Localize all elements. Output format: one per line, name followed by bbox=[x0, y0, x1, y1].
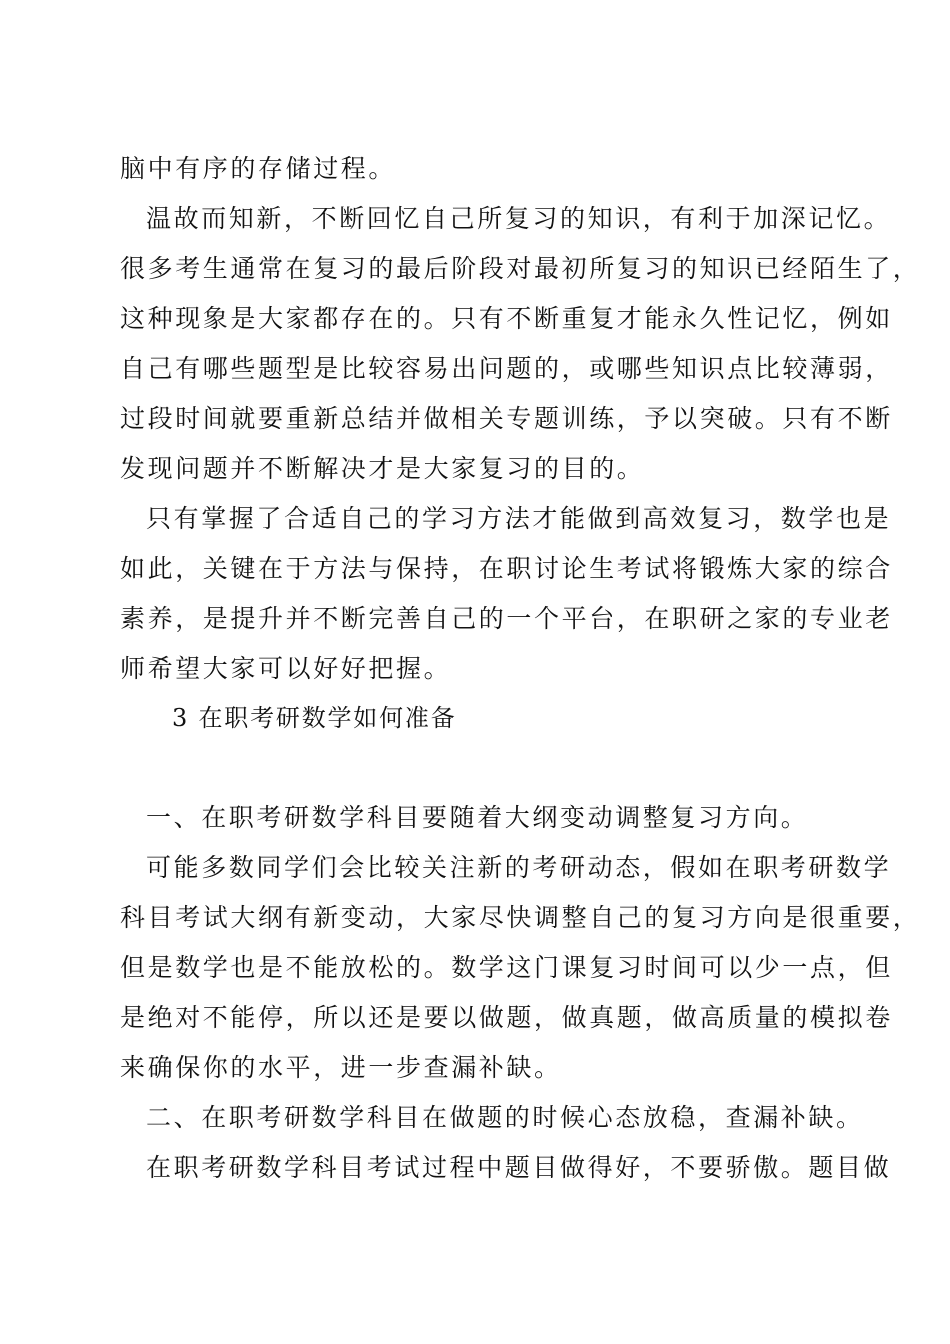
paragraph-line: 是绝对不能停，所以还是要以做题，做真题，做高质量的模拟卷 bbox=[120, 1003, 893, 1032]
paragraph-line: 过段时间就要重新总结并做相关专题训练，予以突破。只有不断 bbox=[120, 404, 893, 433]
paragraph-line: 可能多数同学们会比较关注新的考研动态，假如在职考研数学 bbox=[146, 853, 892, 882]
paragraph-line: 来确保你的水平，进一步查漏补缺。 bbox=[120, 1053, 562, 1082]
paragraph-line: 在职考研数学科目考试过程中题目做得好，不要骄傲。题目做 bbox=[146, 1153, 892, 1182]
section-heading: 3 在职考研数学如何准备 bbox=[172, 704, 457, 732]
subheading-line: 二、在职考研数学科目在做题的时候心态放稳，查漏补缺。 bbox=[146, 1103, 864, 1132]
paragraph-line: 只有掌握了合适自己的学习方法才能做到高效复习，数学也是 bbox=[146, 504, 892, 533]
subheading-line: 一、在职考研数学科目要随着大纲变动调整复习方向。 bbox=[146, 803, 809, 832]
paragraph-line: 科目考试大纲有新变动，大家尽快调整自己的复习方向是很重要， bbox=[120, 903, 921, 932]
paragraph-line: 很多考生通常在复习的最后阶段对最初所复习的知识已经陌生了， bbox=[120, 254, 921, 283]
paragraph-line: 素养，是提升并不断完善自己的一个平台，在职研之家的专业老 bbox=[120, 604, 893, 633]
paragraph-line: 这种现象是大家都存在的。只有不断重复才能永久性记忆，例如 bbox=[120, 304, 893, 333]
paragraph-line: 如此，关键在于方法与保持，在职讨论生考试将锻炼大家的综合 bbox=[120, 554, 893, 583]
paragraph-line: 但是数学也是不能放松的。数学这门课复习时间可以少一点，但 bbox=[120, 953, 893, 982]
paragraph-line: 脑中有序的存储过程。 bbox=[120, 154, 397, 183]
paragraph-line: 师希望大家可以好好把握。 bbox=[120, 654, 452, 683]
paragraph-line: 发现问题并不断解决才是大家复习的目的。 bbox=[120, 454, 645, 483]
paragraph-line: 温故而知新，不断回忆自己所复习的知识，有利于加深记忆。 bbox=[146, 204, 892, 233]
paragraph-line: 自己有哪些题型是比较容易出问题的，或哪些知识点比较薄弱， bbox=[120, 354, 893, 383]
